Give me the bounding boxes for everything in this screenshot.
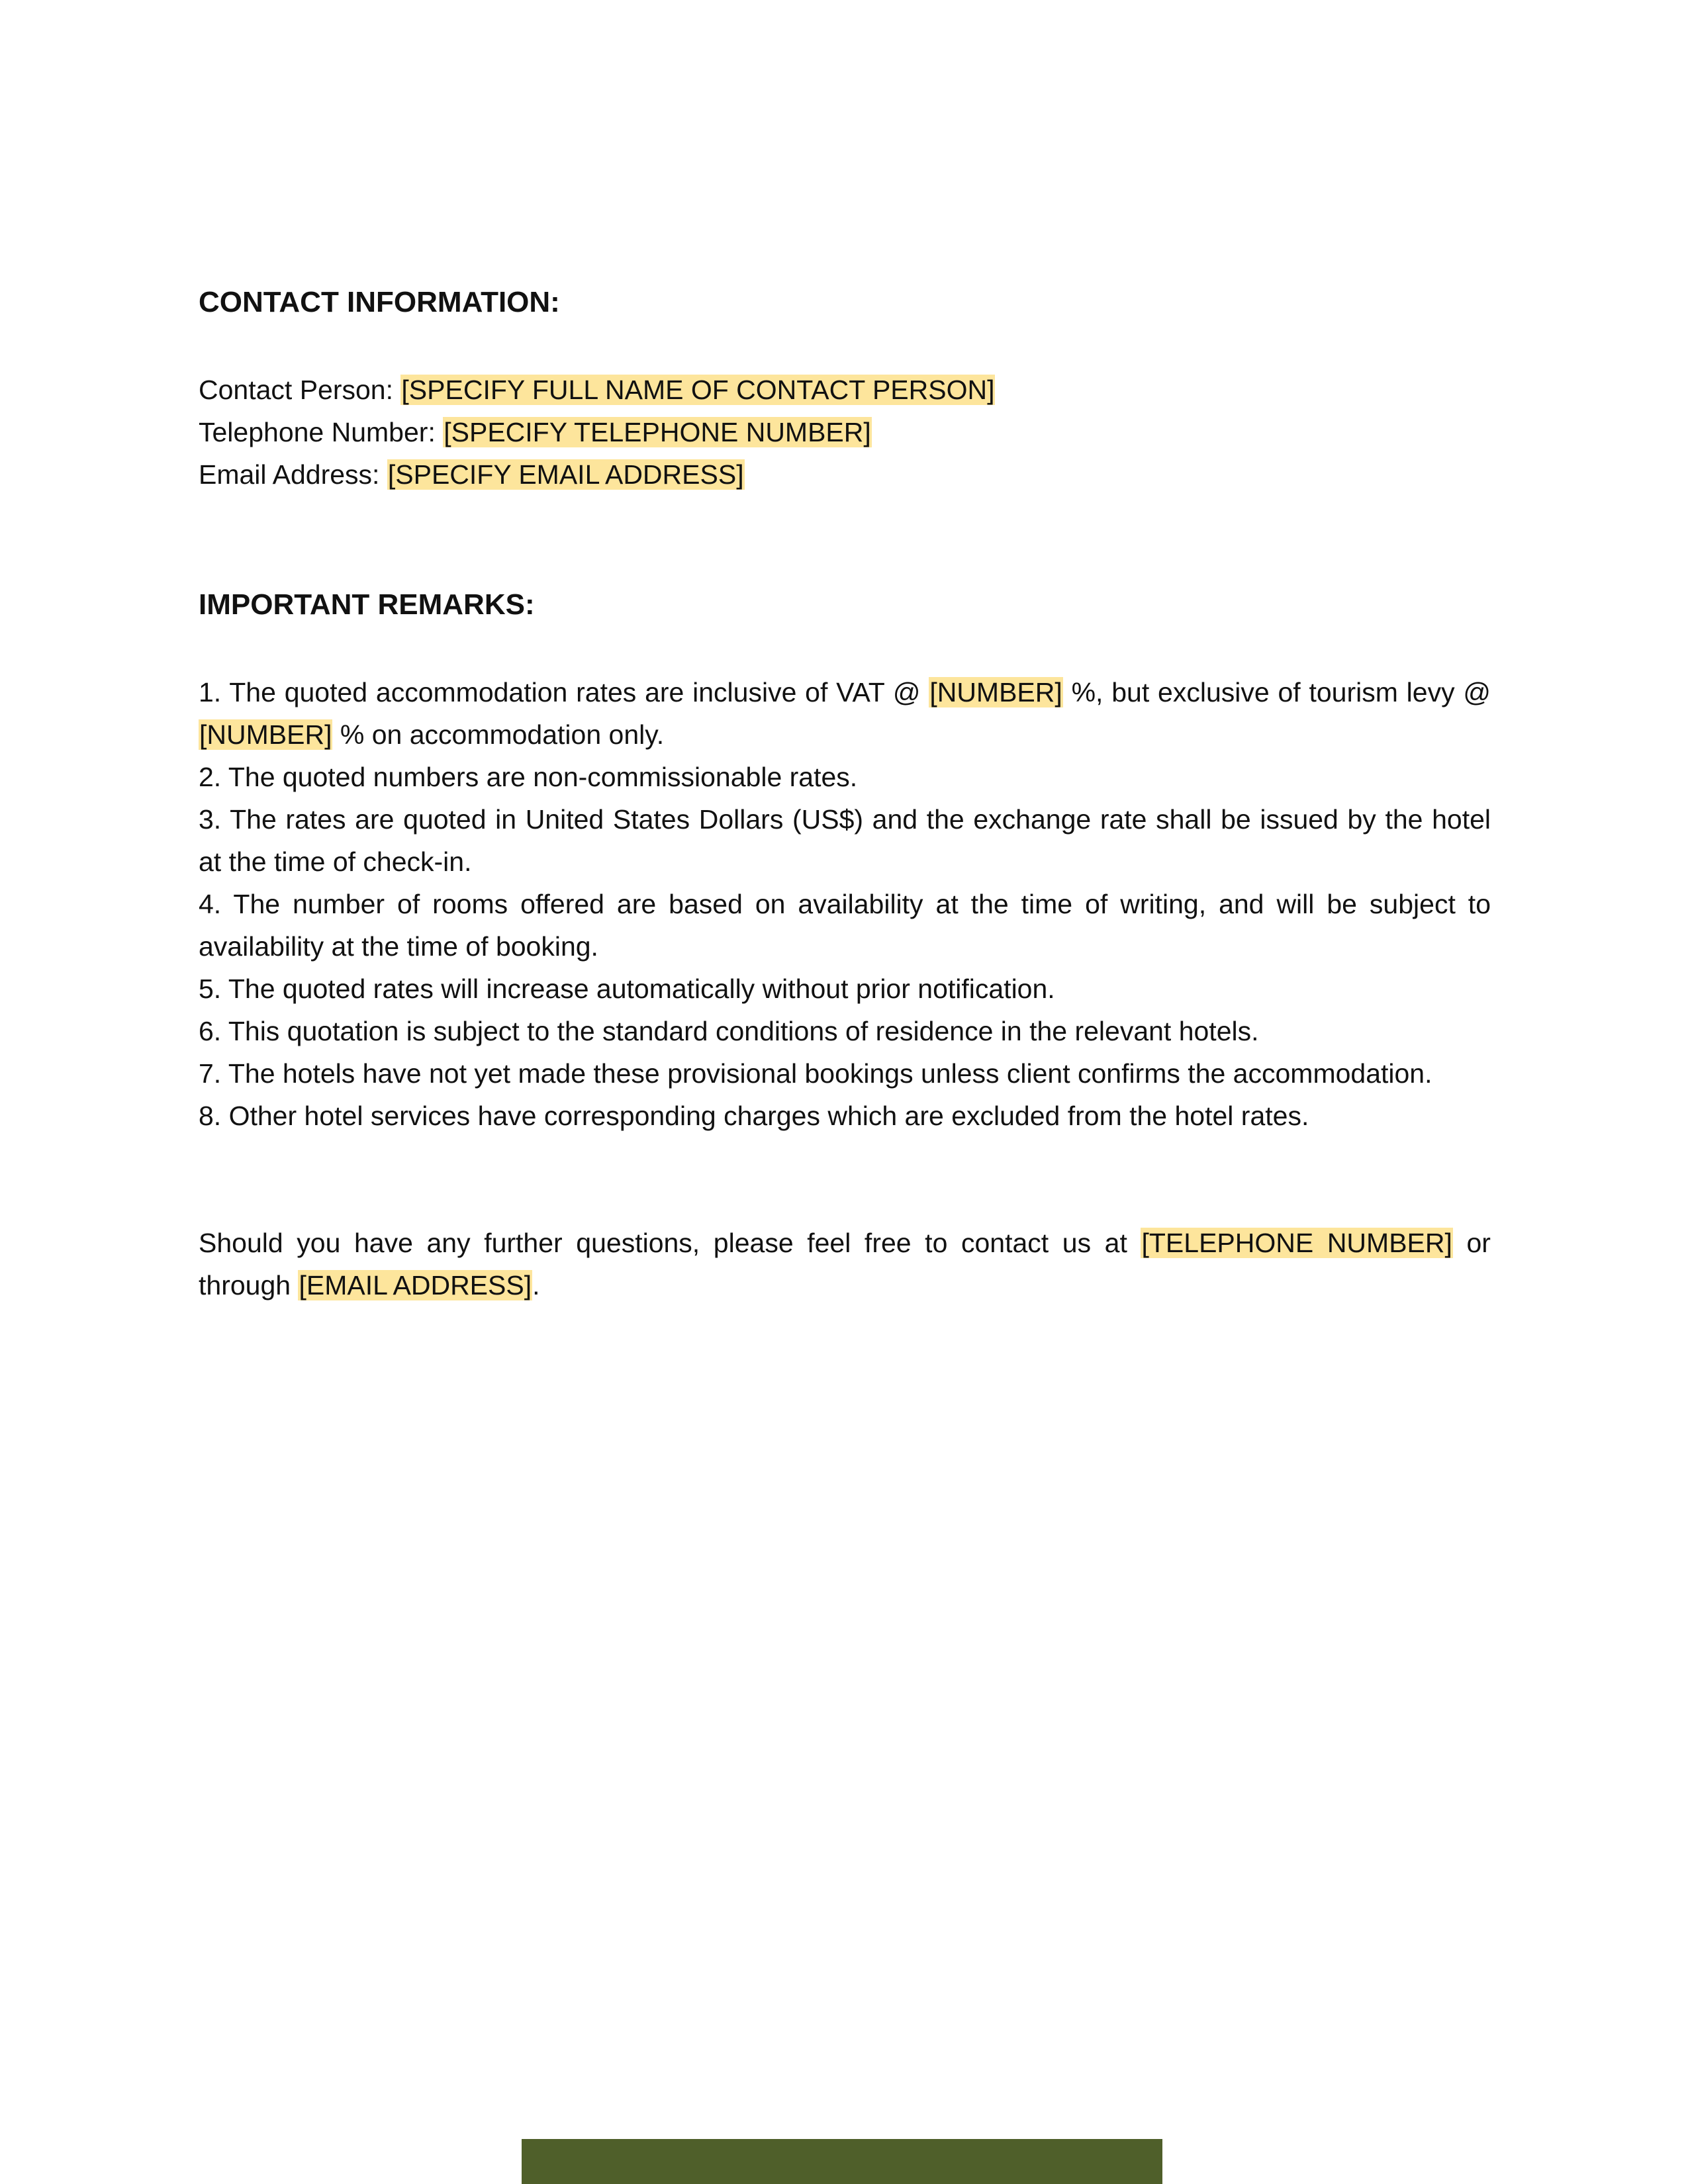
contact-information-heading: CONTACT INFORMATION: bbox=[199, 286, 560, 318]
contact-person-line bbox=[199, 369, 1491, 411]
closing-paragraph bbox=[199, 1222, 1491, 1306]
remark-item-2: 2. The quoted numbers are non-commissionable rates. bbox=[199, 762, 858, 792]
remark-item-1 bbox=[199, 671, 1491, 756]
email-address-label: Email Address: bbox=[199, 459, 380, 490]
remark-item-3: 3. The rates are quoted in United States Dollars (US$) and the exchange rate shall be issued by the hotel at the time of check-in. bbox=[199, 804, 1491, 877]
footer-color-bar bbox=[522, 2139, 1162, 2184]
telephone-number-line bbox=[199, 411, 1491, 453]
document-content bbox=[199, 281, 1491, 1306]
vat-number-placeholder: [NUMBER] bbox=[929, 677, 1062, 707]
closing-text-b: or through bbox=[199, 1228, 1491, 1300]
telephone-number-label: Telephone Number: bbox=[199, 417, 436, 447]
email-address-line bbox=[199, 453, 1491, 496]
contact-person-placeholder: [SPECIFY FULL NAME OF CONTACT PERSON] bbox=[401, 375, 995, 405]
email-address-placeholder: [SPECIFY EMAIL ADDRESS] bbox=[387, 459, 744, 490]
remark-item-4: 4. The number of rooms offered are based on availability at the time of writing, and will be subject to availability at the time of booking. bbox=[199, 889, 1491, 962]
closing-period: . bbox=[532, 1270, 540, 1300]
contact-person-label: Contact Person: bbox=[199, 375, 393, 405]
remark-item-1-text-c: % on accommodation only. bbox=[340, 719, 665, 750]
telephone-number-placeholder: [SPECIFY TELEPHONE NUMBER] bbox=[444, 417, 871, 447]
remark-item-1-text-b: %, but exclusive of tourism levy @ bbox=[1071, 677, 1491, 707]
tourism-levy-number-placeholder: [NUMBER] bbox=[199, 719, 332, 750]
closing-email-placeholder: [EMAIL ADDRESS] bbox=[299, 1270, 532, 1300]
remark-item-7: 7. The hotels have not yet made these provisional bookings unless client confirms the accommodation. bbox=[199, 1058, 1432, 1089]
remark-item-6: 6. This quotation is subject to the standard conditions of residence in the relevant hotels. bbox=[199, 1016, 1259, 1046]
remark-item-5: 5. The quoted rates will increase automatically without prior notification. bbox=[199, 974, 1055, 1004]
closing-text-a: Should you have any further questions, please feel free to contact us at bbox=[199, 1228, 1127, 1258]
remark-item-8: 8. Other hotel services have corresponding charges which are excluded from the hotel rates. bbox=[199, 1101, 1309, 1131]
closing-telephone-placeholder: [TELEPHONE NUMBER] bbox=[1141, 1228, 1452, 1258]
remark-item-1-text-a: 1. The quoted accommodation rates are inclusive of VAT @ bbox=[199, 677, 921, 707]
important-remarks-heading: IMPORTANT REMARKS: bbox=[199, 588, 535, 621]
